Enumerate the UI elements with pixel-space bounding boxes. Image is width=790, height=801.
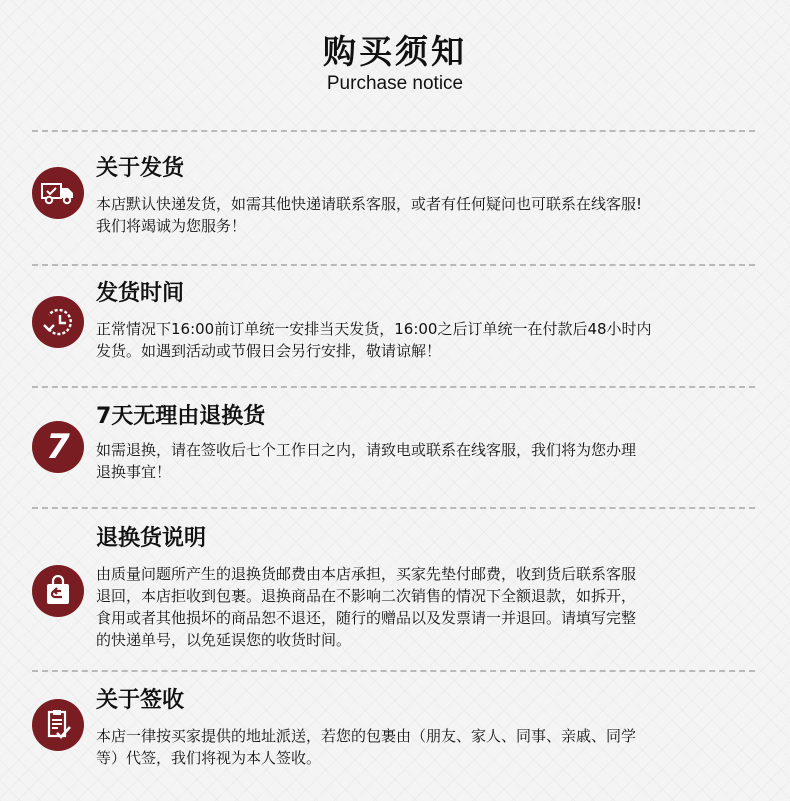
section-sign-for [32, 687, 755, 777]
section-body [96, 725, 756, 769]
body-line: 如需退换，请在签收后七个工作日之内，请致电或联系在线客服，我们将为您办理 [96, 441, 637, 459]
body-line: 食用或者其他损坏的商品恕不退还，随行的赠品以及发票请一并退回。请填写完整 [96, 609, 637, 627]
section-title: 发货时间 [96, 281, 185, 306]
page-header [0, 32, 790, 95]
section-seven-day-return [32, 403, 755, 493]
seven-days-icon [32, 421, 84, 473]
section-body [96, 563, 756, 651]
body-line: 等）代签，我们将视为本人签收。 [96, 749, 322, 767]
seven-days-icon-text: 7 [46, 427, 70, 467]
body-line: 退回，本店拒收到包裹。退换商品在不影响二次销售的情况下全额退款，如拆开， [96, 587, 637, 605]
section-title: 关于发货 [96, 156, 185, 181]
section-return-policy [32, 525, 755, 655]
delivery-truck-icon [32, 167, 84, 219]
section-body [96, 193, 756, 237]
body-line: 我们将竭诚为您服务！ [96, 217, 247, 235]
body-line: 由质量问题所产生的退换货邮费由本店承担，买家先垫付邮费，收到货后联系客服 [96, 565, 637, 583]
body-line: 退换事宜！ [96, 463, 172, 481]
divider [32, 130, 755, 132]
body-line: 本店一律按买家提供的地址派送，若您的包裹由（朋友、家人、同事、亲戚、同学 [96, 727, 637, 745]
section-body [96, 318, 756, 362]
page-title: 购买须知 [323, 32, 467, 71]
clock-refresh-icon [32, 296, 84, 348]
divider [32, 264, 755, 266]
divider [32, 670, 755, 672]
page-subtitle: Purchase notice [326, 73, 464, 94]
section-body [96, 439, 756, 483]
section-shipping-time [32, 280, 755, 370]
body-line: 正常情况下16:00前订单统一安排当天发货，16:00之后订单统一在付款后48小时内 [96, 320, 652, 338]
body-line: 的快递单号，以免延误您的收货时间。 [96, 631, 352, 649]
body-line: 发货。如遇到活动或节假日会另行安排，敬请谅解！ [96, 342, 442, 360]
section-shipping [32, 155, 755, 245]
section-title: 关于签收 [96, 688, 185, 713]
section-title: 退换货说明 [96, 526, 207, 551]
divider [32, 507, 755, 509]
body-line: 本店默认快递发货，如需其他快递请联系客服，或者有任何疑问也可联系在线客服! [96, 195, 643, 213]
return-bag-icon [32, 565, 84, 617]
divider [32, 386, 755, 388]
signed-document-icon [32, 699, 84, 751]
section-title: 7天无理由退换货 [96, 404, 266, 429]
